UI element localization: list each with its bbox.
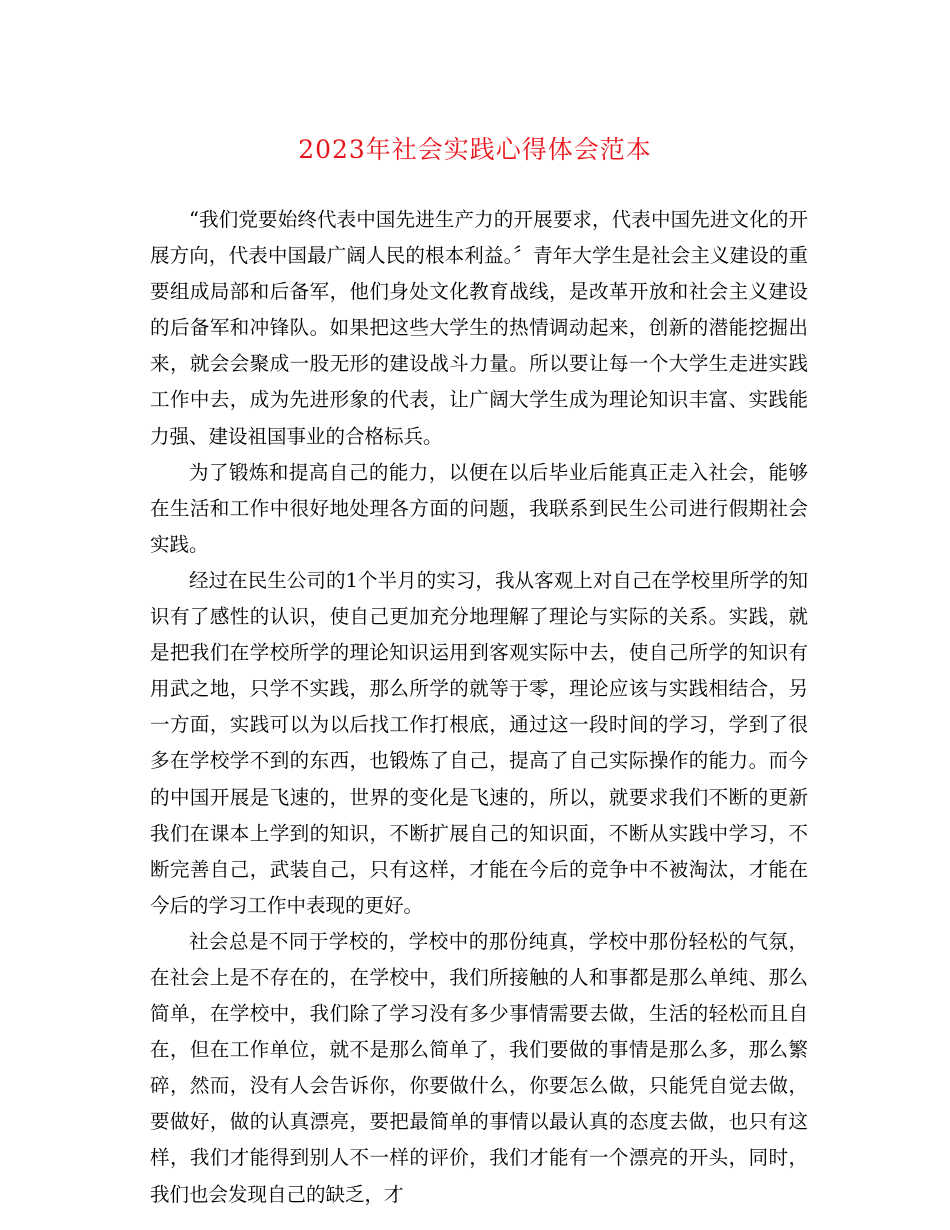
paragraph: 为了锻炼和提高自己的能力，以便在以后毕业后能真正走入社会，能够在生活和工作中很好地处理各方面的问题，我联系到民生公司进行假期社会实践。 bbox=[150, 460, 808, 556]
document-title: 2023年社会实践心得体会范本 bbox=[298, 135, 652, 164]
paragraph: “我们党要始终代表中国先进生产力的开展要求，代表中国先进文化的开展方向，代表中国最广阔人民的根本利益。〞青年大学生是社会主义建设的重要组成局部和后备军，他们身处文化教育战线，是改革开放和社会主义建设的后备军和冲锋队。如果把这些大学生的热情调动起来，创新的潜能挖掘出来，就会会聚成一股无形的建设战斗力量。所以要让每一个大学生走进实践工作中去，成为先进形象的代表，让广阔大学生成为理论知识丰富、实践能力强、建设祖国事业的合格标兵。 bbox=[150, 208, 808, 448]
paragraph: 社会总是不同于学校的，学校中的那份纯真，学校中那份轻松的气氛，在社会上是不存在的，在学校中，我们所接触的人和事都是那么单纯、那么简单，在学校中，我们除了学习没有多少事情需要去做，生活的轻松而且自在，但在工作单位，就不是那么简单了，我们要做的事情是那么多，那么繁碎，然而，没有人会告诉你，你要做什么，你要怎么做，只能凭自觉去做，要做好，做的认真漂亮，要把最简单的事情以最认真的态度去做，也只有这样，我们才能得到别人不一样的评价，我们才能有一个漂亮的开头，同时，我们也会发现自己的缺乏，才 bbox=[150, 929, 808, 1206]
document-body bbox=[150, 202, 808, 1213]
paragraph: 经过在民生公司的1个半月的实习，我从客观上对自己在学校里所学的知识有了感性的认识，使自己更加充分地理解了理论与实际的关系。实践，就是把我们在学校所学的理论知识运用到客观实际中去，使自己所学的知识有用武之地，只学不实践，那么所学的就等于零，理论应该与实践相结合，另一方面，实践可以为以后找工作打根底，通过这一段时间的学习，学到了很多在学校学不到的东西，也锻炼了自己，提高了自己实际操作的能力。而今的中国开展是飞速的，世界的变化是飞速的，所以，就要求我们不断的更新我们在课本上学到的知识，不断扩展自己的知识面，不断从实践中学习，不断完善自己，武装自己，只有这样，才能在今后的竞争中不被淘汰，才能在今后的学习工作中表现的更好。 bbox=[150, 568, 808, 917]
